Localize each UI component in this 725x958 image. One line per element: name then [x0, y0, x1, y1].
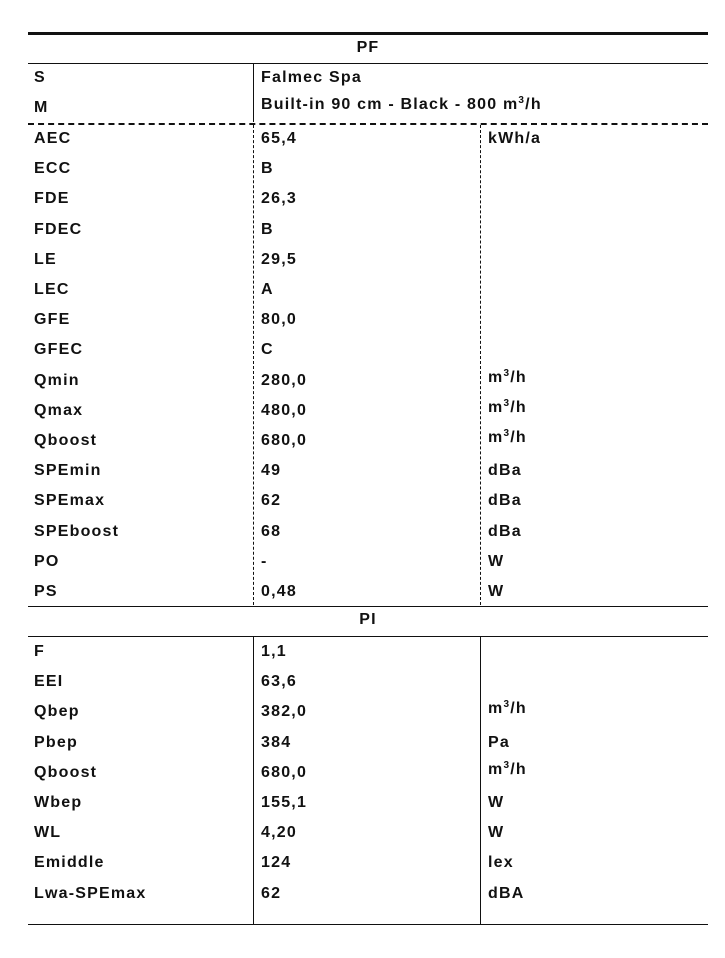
pi-section-title: PI	[359, 611, 377, 628]
row-unit: lex	[488, 854, 514, 872]
row-unit: W	[488, 552, 505, 570]
row-unit: W	[488, 583, 505, 600]
supplier-value: Falmec Spa	[261, 69, 362, 86]
pf-title-divider	[28, 63, 708, 64]
row-label: Emiddle	[34, 854, 105, 872]
pf-section-title: PF	[356, 39, 380, 56]
row-label: SPEmin	[34, 462, 102, 480]
row-value: 29,5	[261, 250, 297, 268]
row-label: Pbep	[34, 733, 78, 751]
row-value: A	[261, 281, 274, 298]
row-value: 384	[261, 733, 292, 751]
row-label: LEC	[34, 281, 70, 298]
table-top-border	[28, 32, 708, 35]
row-value: B	[261, 220, 274, 238]
row-label: Qboost	[34, 432, 98, 449]
row-label: SPEboost	[34, 522, 120, 540]
row-label: LE	[34, 250, 57, 268]
row-value: C	[261, 341, 274, 359]
row-label: Qmax	[34, 401, 84, 419]
row-value: 1,1	[261, 643, 287, 660]
row-unit: dBA	[488, 884, 525, 902]
supplier-label: S	[34, 69, 46, 86]
row-unit: $m^3/h$	[488, 428, 527, 446]
row-label: ECC	[34, 160, 72, 178]
row-label: GFE	[34, 311, 71, 329]
row-label: F	[34, 643, 45, 660]
pi-top-divider	[28, 606, 708, 607]
row-label: FDE	[34, 190, 70, 208]
pi-title-divider	[28, 636, 708, 637]
row-unit: kWh/a	[488, 130, 542, 147]
header-column-divider	[253, 63, 254, 122]
row-value: 26,3	[261, 190, 297, 208]
row-value: 80,0	[261, 311, 297, 329]
row-value: 155,1	[261, 794, 308, 811]
row-value: 382,0	[261, 703, 308, 721]
row-unit: $m^3/h$	[488, 759, 527, 778]
row-value: 68	[261, 522, 282, 540]
row-value: 62	[261, 884, 282, 902]
row-value: 65,4	[261, 130, 297, 147]
row-unit: $m^3/h$	[488, 367, 527, 386]
row-unit: $m^3/h$	[488, 397, 527, 416]
row-unit: dBa	[488, 462, 522, 480]
row-label: Lwa-SPEmax	[34, 884, 147, 902]
row-label: FDEC	[34, 220, 83, 238]
row-value: B	[261, 160, 274, 178]
pf-dashed-separator	[28, 123, 708, 125]
row-value: 4,20	[261, 824, 297, 842]
row-label: Wbep	[34, 794, 83, 811]
pi-value-column-divider	[253, 637, 254, 924]
row-value: 49	[261, 462, 282, 480]
row-value: 0,48	[261, 583, 297, 600]
table-bottom-border	[28, 924, 708, 925]
pf-unit-column-divider	[480, 125, 481, 605]
row-label: PS	[34, 583, 58, 600]
row-value: 124	[261, 854, 292, 872]
row-label: PO	[34, 552, 60, 570]
row-unit: Pa	[488, 733, 510, 751]
row-label: AEC	[34, 130, 72, 147]
row-unit: dBa	[488, 492, 522, 510]
row-label: SPEmax	[34, 492, 106, 510]
row-value: 62	[261, 492, 282, 510]
row-value: 280,0	[261, 371, 308, 389]
row-label: WL	[34, 824, 62, 842]
row-value: -	[261, 552, 268, 570]
row-label: GFEC	[34, 341, 84, 359]
row-value: 480,0	[261, 401, 308, 419]
row-value: 680,0	[261, 432, 308, 449]
row-label: Qmin	[34, 371, 80, 389]
row-unit: $m^3/h$	[488, 699, 527, 718]
model-label: M	[34, 99, 49, 116]
row-unit: W	[488, 794, 505, 811]
row-unit: W	[488, 824, 505, 842]
pf-value-column-divider	[253, 125, 254, 605]
row-value: 63,6	[261, 673, 297, 691]
row-unit: dBa	[488, 522, 522, 540]
row-label: Qboost	[34, 763, 98, 781]
row-label: Qbep	[34, 703, 80, 721]
row-value: 680,0	[261, 763, 308, 781]
pi-unit-column-divider	[480, 637, 481, 924]
row-label: EEI	[34, 673, 64, 691]
model-value: Built-in 90 cm - Black - 800 $m^3/h$	[261, 95, 542, 113]
